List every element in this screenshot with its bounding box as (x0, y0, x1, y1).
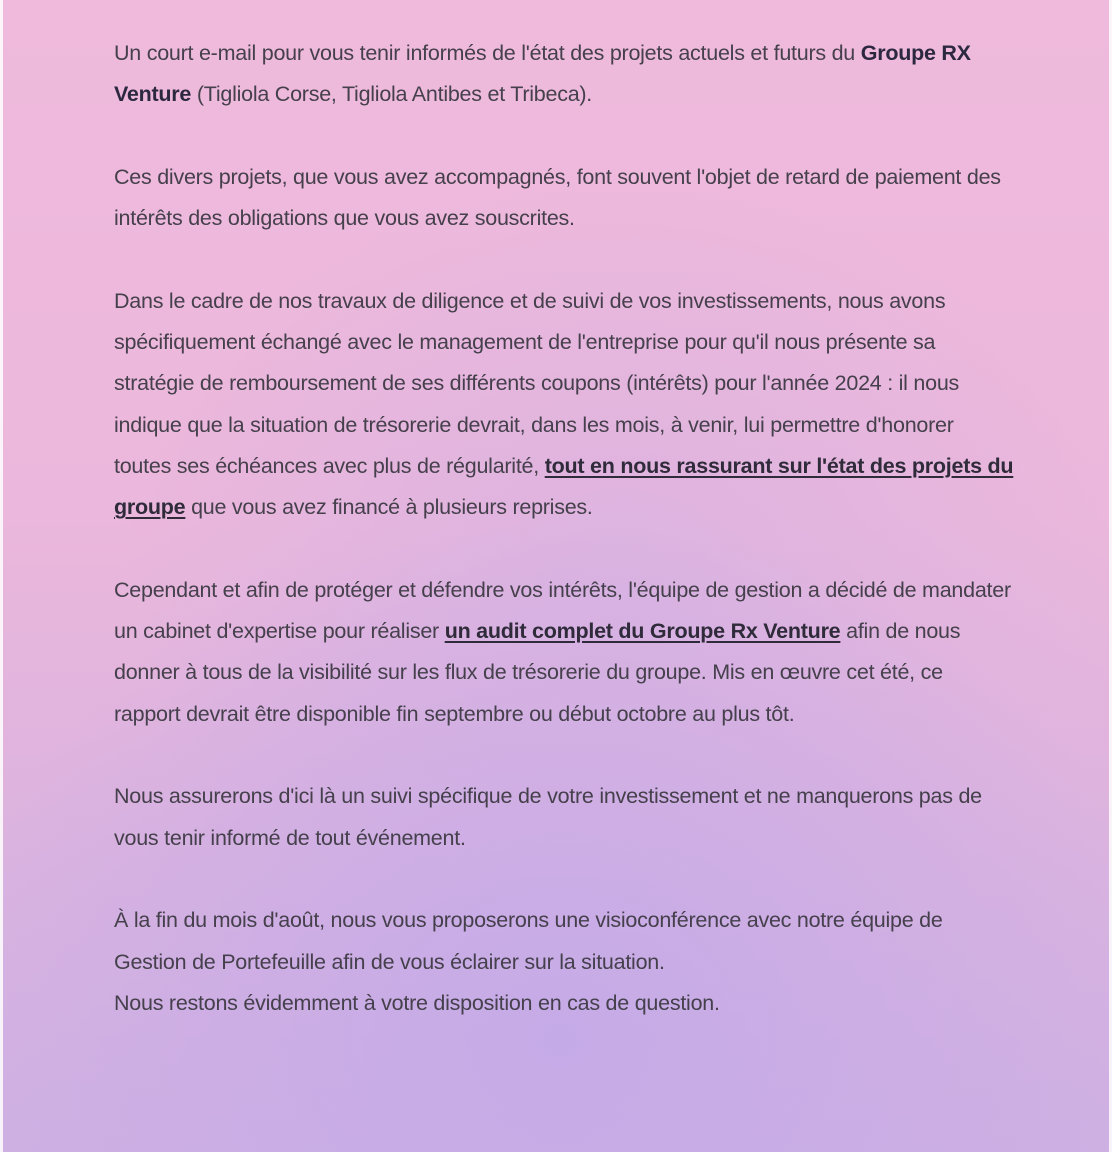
audit-link[interactable]: un audit complet du Groupe Rx Venture (444, 619, 841, 644)
visioconference-text: À la fin du mois d'août, nous vous proposerons une visioconférence avec notre équipe de Gestion de Portefeuille afin de vous éclairer sur la situation. (114, 908, 943, 974)
reassurance-link[interactable]: tout en nous rassurant sur l'état des projets du groupe (114, 453, 1014, 520)
paragraph-intro (114, 33, 1014, 116)
paragraph-audit (114, 570, 1014, 735)
paragraph-delays: Ces divers projets, que vous avez accompagnés, font souvent l'objet de retard de paiement des intérêts des obligations que vous avez souscrites. (114, 164, 1001, 231)
paragraph-followup: Nous assurerons d'ici là un suivi spécifique de votre investissement et ne manquerons pas de vous tenir informé de tout événement. (114, 784, 982, 850)
intro-text: Un court e-mail pour vous tenir informés de l'état des projets actuels et futurs du (114, 41, 861, 65)
paragraph-visioconference (114, 900, 1014, 1024)
availability-text: Nous restons évidemment à votre disposition en cas de question. (114, 990, 720, 1015)
company-name: Groupe RX Venture (114, 41, 971, 107)
intro-projects-text: (Tigliola Corse, Tigliola Antibes et Tribeca). (191, 82, 593, 107)
paragraph-diligence (114, 281, 1014, 529)
email-body (114, 33, 1014, 1024)
left-edge-border (0, 0, 3, 1152)
diligence-end-text: que vous avez financé à plusieurs reprises. (185, 495, 593, 520)
audit-end-text: afin de nous donner à tous de la visibilité sur les flux de trésorerie du groupe. Mis en œuvre cet été, ce rapport devrait être disponible fin septembre ou début octobre au plus tôt. (114, 619, 961, 726)
diligence-text: Dans le cadre de nos travaux de diligence et de suivi de vos investissements, nous avons spécifiquement échangé avec le management de l'entreprise pour qu'il nous présente sa stratégie de remboursement de ses différents coupons (intérêts) pour l'année 2024 : il nous indique que la situation de trésorerie devrait, dans les mois, à venir, lui permettre d'honorer toutes ses échéances avec plus de régularité, (114, 288, 960, 478)
audit-text: Cependant et afin de protéger et défendre vos intérêts, l'équipe de gestion a décidé de mandater un cabinet d'expertise pour réaliser (114, 577, 1011, 644)
